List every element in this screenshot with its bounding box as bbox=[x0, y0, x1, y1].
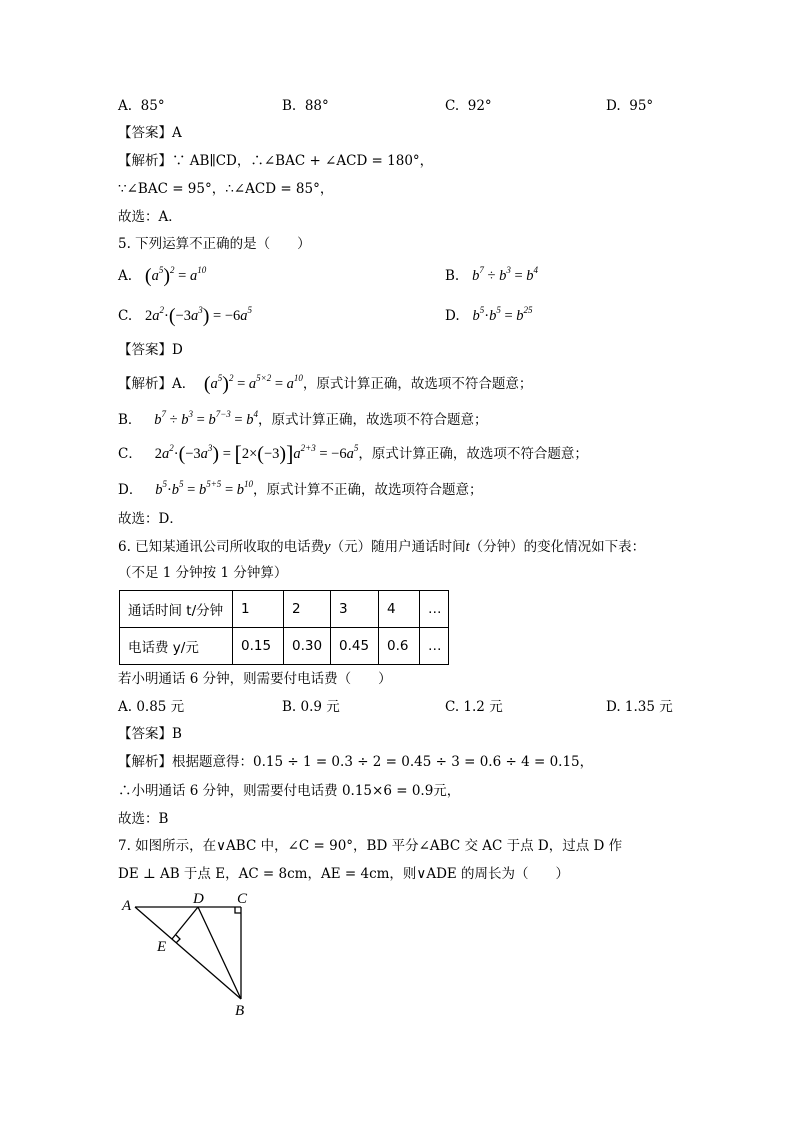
table-cell: 3 bbox=[331, 591, 379, 628]
q4-option-d: D. 95° bbox=[606, 98, 654, 114]
q5-option-c: C. $2a^2\cdot(-3a^3) = -6a^5$ bbox=[118, 305, 252, 327]
table-cell: 0.6 bbox=[379, 628, 420, 665]
table-row bbox=[120, 628, 449, 665]
table-cell: 0.45 bbox=[331, 628, 379, 665]
q5-choose: 故选：D． bbox=[118, 511, 183, 527]
q7-stem-2: DE ⊥ AB 于点 E，AC = 8cm，AE = 4cm，则∨ADE 的周长为（ ） bbox=[118, 866, 570, 882]
q6-option-a: A. 0.85 元 bbox=[118, 699, 185, 715]
table-cell: … bbox=[420, 628, 449, 665]
segment-ab bbox=[135, 907, 241, 999]
segment-de bbox=[172, 907, 198, 939]
q6-option-c: C. 1.2 元 bbox=[445, 699, 503, 715]
q4-analysis-1: 【解析】∵ AB∥CD，∴∠BAC + ∠ACD = 180°， bbox=[118, 153, 434, 169]
q5-analysis-b: B． $b^7 \div b^3 = b^{7-3} = b^4$，原式计算正确，故选项不符合题意； bbox=[118, 409, 488, 428]
table-cell: 2 bbox=[284, 591, 331, 628]
table-cell: 通话时间 t/分钟 bbox=[120, 591, 233, 628]
segment-bd bbox=[198, 907, 241, 999]
fee-table bbox=[119, 590, 449, 665]
q6-question: 若小明通话 6 分钟，则需要付电话费（ ） bbox=[118, 671, 392, 687]
table-cell: 0.15 bbox=[233, 628, 284, 665]
q6-choose: 故选：B bbox=[118, 811, 169, 827]
q5-analysis-a: 【解析】A． $(a^5)^2 = a^{5\times 2} = a^{10}$，原式计算正确，故选项不符合题意； bbox=[118, 373, 533, 395]
q5-option-b: B. $b^7 \div b^3 = b^4$ bbox=[445, 265, 538, 284]
label-a: A bbox=[122, 898, 132, 914]
q4-choose: 故选：A． bbox=[118, 209, 182, 225]
label-d: D bbox=[193, 891, 204, 907]
q4-analysis-2: ∵∠BAC = 95°，∴∠ACD = 85°， bbox=[118, 181, 334, 197]
q6-analysis-2: ∴小明通话 6 分钟，则需要付电话费 0.15×6 = 0.9元， bbox=[118, 783, 461, 799]
table-cell: … bbox=[420, 591, 449, 628]
label-c: C bbox=[237, 891, 248, 907]
q5-stem: 5. 下列运算不正确的是（ ） bbox=[118, 236, 311, 252]
q4-option-c: C. 92° bbox=[445, 98, 492, 114]
q7-stem-1: 7. 如图所示，在∨ABC 中，∠C = 90°，BD 平分∠ABC 交 AC 于点 D，过点 D 作 bbox=[118, 838, 623, 854]
q5-answer: 【答案】D bbox=[118, 342, 183, 358]
q6-analysis-1: 【解析】根据题意得：0.15 ÷ 1 = 0.3 ÷ 2 = 0.45 ÷ 3 = 0.6 ÷ 4 = 0.15， bbox=[118, 754, 594, 770]
q4-option-b: B. 88° bbox=[282, 98, 329, 114]
q6-answer: 【答案】B bbox=[118, 726, 182, 742]
q4-answer: 【答案】A bbox=[118, 125, 182, 141]
q4-option-a: A. 85° bbox=[118, 98, 165, 114]
label-e: E bbox=[157, 939, 167, 955]
q5-analysis-d: D． $b^5\cdot b^5 = b^{5+5} = b^{10}$，原式计算不正确，故选项符合题意； bbox=[118, 479, 483, 498]
label-b: B bbox=[235, 1003, 245, 1019]
q6-option-d: D. 1.35 元 bbox=[606, 699, 673, 715]
q6-stem-2: （不足 1 分钟按 1 分钟算） bbox=[118, 565, 288, 581]
q5-analysis-c: C． $2a^2\cdot(-3a^3) = [2\times(-3)]a^{2+3} = -6a^5$，原式计算正确，故选项不符合题意； bbox=[118, 441, 588, 466]
table-cell: 0.30 bbox=[284, 628, 331, 665]
table-cell: 1 bbox=[233, 591, 284, 628]
right-angle-mark-c bbox=[235, 907, 241, 913]
q6-option-b: B. 0.9 元 bbox=[282, 699, 340, 715]
q5-option-a: A. $(a^5)^2 = a^{10}$ bbox=[118, 265, 207, 287]
q6-stem-1: 6. 已知某通讯公司所收取的电话费y（元）随用户通话时间t（分钟）的变化情况如下表： bbox=[118, 539, 646, 555]
table-cell: 4 bbox=[379, 591, 420, 628]
right-angle-mark-e bbox=[176, 935, 180, 943]
triangle-figure bbox=[116, 890, 256, 1025]
q5-option-d: D. $b^5\cdot b^5 = b^{25}$ bbox=[445, 305, 533, 324]
table-cell: 电话费 y/元 bbox=[120, 628, 233, 665]
table-row bbox=[120, 591, 449, 628]
